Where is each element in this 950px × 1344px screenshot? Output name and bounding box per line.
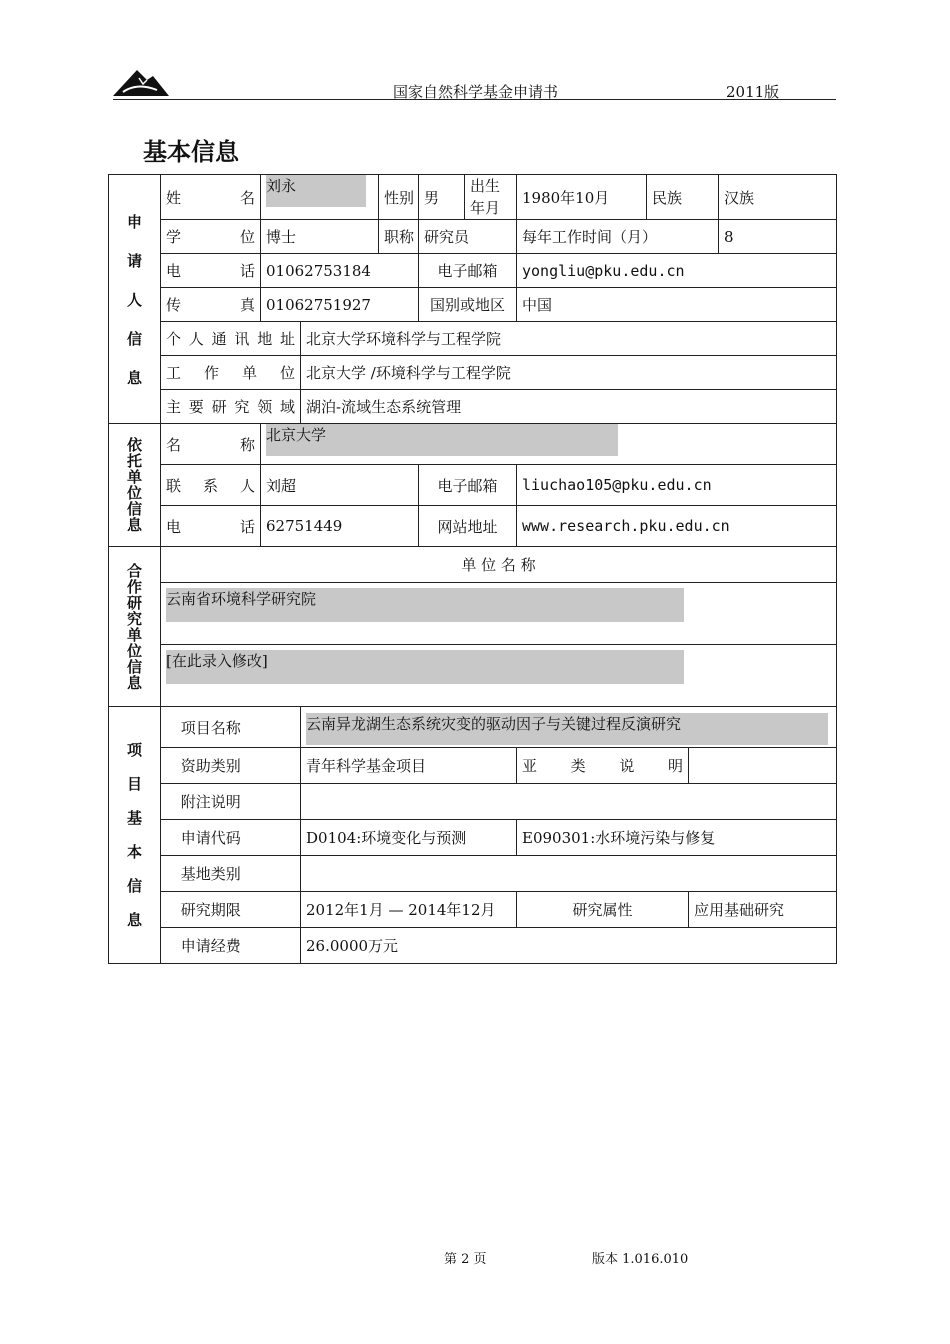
applicant-address: 北京大学环境科学与工程学院 [301, 322, 837, 356]
country-label: 国别或地区 [419, 288, 517, 322]
funding-label: 资助类别 [161, 748, 261, 784]
host-website-label: 网站地址 [419, 506, 517, 547]
address-label: 个人通讯地址 [161, 322, 301, 356]
host-contact: 刘超 [261, 465, 419, 506]
project-funding: 青年科学基金项目 [301, 748, 517, 784]
applicant-title: 研究员 [419, 220, 517, 254]
applicant-email: yongliu@pku.edu.cn [517, 254, 837, 288]
project-budget: 26.0000万元 [301, 928, 837, 964]
host-name-label: 名称 [161, 424, 261, 465]
research-field-label: 主要研究领域 [161, 390, 301, 424]
project-name-label: 项目名称 [161, 707, 261, 748]
attr-label: 研究属性 [517, 892, 689, 928]
birth-label: 出生年月 [465, 175, 517, 220]
partner-header: 单 位 名 称 [161, 547, 837, 583]
phone-label: 电话 [161, 254, 261, 288]
host-contact-label: 联系人 [161, 465, 261, 506]
host-email-label: 电子邮箱 [419, 465, 517, 506]
host-section-label: 依 托 单 位 信 息 [109, 424, 161, 547]
header-title: 国家自然科学基金申请书 [393, 83, 559, 101]
applicant-ethnic: 汉族 [719, 175, 837, 220]
applicant-research-field: 湖泊-流域生态系统管理 [301, 390, 837, 424]
project-base [301, 856, 837, 892]
nsfc-logo-icon [113, 68, 169, 98]
application-form [108, 174, 837, 964]
header-version: 2011版 [726, 83, 780, 101]
applicant-gender: 男 [419, 175, 465, 220]
applicant-degree: 博士 [261, 220, 379, 254]
project-note [301, 784, 837, 820]
host-email: liuchao105@pku.edu.cn [517, 465, 837, 506]
project-code-1: D0104:环境变化与预测 [301, 820, 517, 856]
project-code-2: E090301:水环境污染与修复 [517, 820, 837, 856]
partner-unit-2-field[interactable]: [在此录入修改] [166, 650, 684, 684]
project-period: 2012年1月 — 2014年12月 [301, 892, 517, 928]
title-label: 职称 [379, 220, 419, 254]
applicant-worktime: 8 [719, 220, 837, 254]
applicant-name-field[interactable]: 刘永 [266, 175, 366, 207]
applicant-fax: 01062751927 [261, 288, 419, 322]
applicant-phone: 01062753184 [261, 254, 419, 288]
period-label: 研究期限 [161, 892, 261, 928]
code-label: 申请代码 [161, 820, 261, 856]
header-rule [113, 99, 836, 100]
project-subclass [689, 748, 837, 784]
note-label: 附注说明 [161, 784, 261, 820]
fax-label: 传真 [161, 288, 261, 322]
partner-section-label: 合 作 研 究 单 位 信 息 [109, 547, 161, 707]
page-title: 基本信息 [143, 138, 239, 166]
work-unit-label: 工作单位 [161, 356, 301, 390]
project-name-field[interactable]: 云南异龙湖生态系统灾变的驱动因子与关键过程反演研究 [306, 713, 828, 745]
name-label: 姓名 [161, 175, 261, 220]
budget-label: 申请经费 [161, 928, 261, 964]
host-phone: 62751449 [261, 506, 419, 547]
degree-label: 学位 [161, 220, 261, 254]
email-label: 电子邮箱 [419, 254, 517, 288]
ethnic-label: 民族 [647, 175, 719, 220]
applicant-birth: 1980年10月 [517, 175, 647, 220]
subclass-label: 亚类说明 [517, 748, 689, 784]
gender-label: 性别 [379, 175, 419, 220]
host-website: www.research.pku.edu.cn [517, 506, 837, 547]
host-phone-label: 电话 [161, 506, 261, 547]
partner-unit-1-field[interactable]: 云南省环境科学研究院 [166, 588, 684, 622]
footer-version: 版本 1.016.010 [592, 1252, 689, 1267]
project-section-label: 项 目 基 本 信 息 [109, 707, 161, 964]
host-name-field[interactable]: 北京大学 [266, 424, 618, 456]
applicant-section-label: 申 请 人 信 息 [109, 175, 161, 424]
footer-page-number: 第 2 页 [444, 1252, 487, 1267]
applicant-work-unit: 北京大学 /环境科学与工程学院 [301, 356, 837, 390]
project-attr: 应用基础研究 [689, 892, 837, 928]
base-label: 基地类别 [161, 856, 261, 892]
applicant-country: 中国 [517, 288, 837, 322]
worktime-label: 每年工作时间（月） [517, 220, 719, 254]
